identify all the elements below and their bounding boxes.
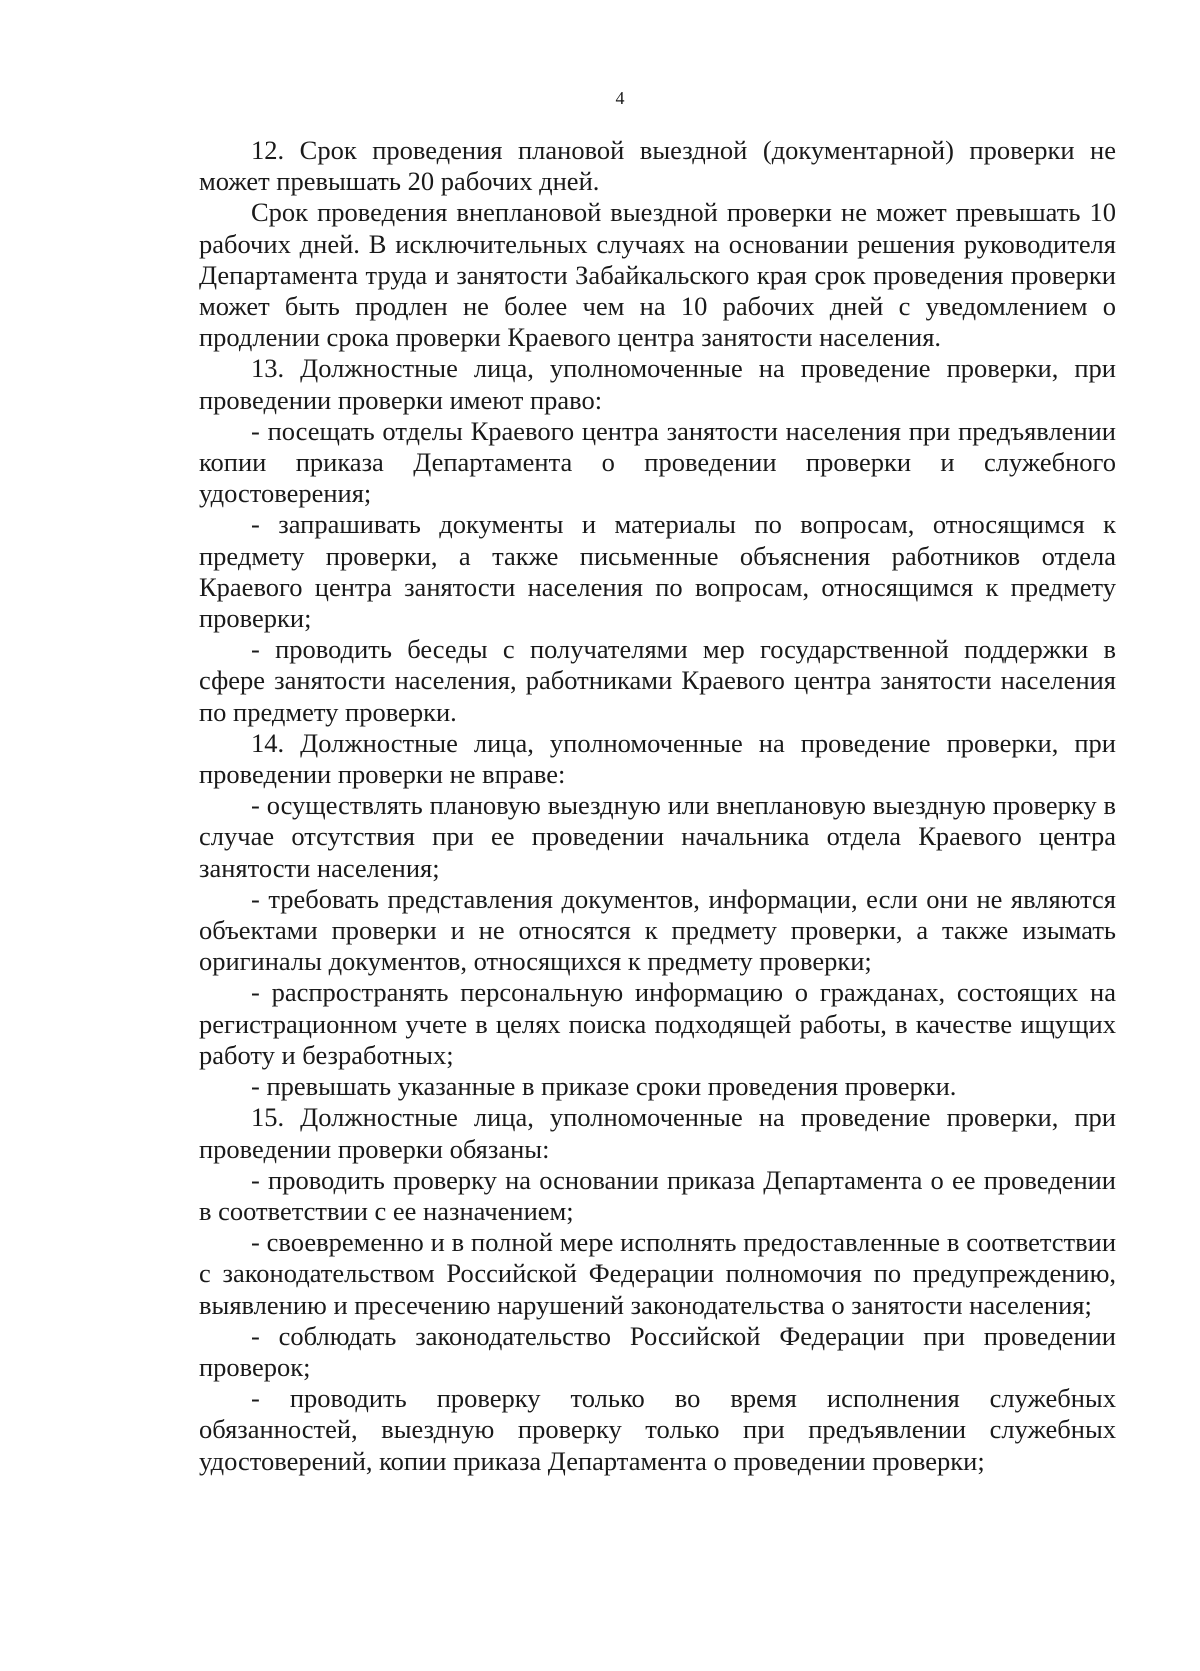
paragraph-term-unplanned-inspection: Срок проведения внеплановой выездной проверки не может превышать 10 рабочих дней. В исключительных случаях на основании решения руководителя Департамента труда и занятости Забайкальского края срок проведения проверки может быть продлен не более чем на 10 рабочих дней с уведомлением о продлении срока проверки Краевого центра занятости населения. (199, 197, 1116, 353)
list-item-demand-documents: - требовать представления документов, информации, если они не являются объектами проверки и не относятся к предмету проверки, а также изымать оригиналы документов, относящихся к предмету проверки; (199, 883, 1116, 977)
list-item-observe-legislation: - соблюдать законодательство Российской Федерации при проведении проверок; (199, 1320, 1116, 1382)
list-item-exceed-terms: - превышать указанные в приказе сроки проведения проверки. (251, 1071, 957, 1102)
list-item-absence-of-head: - осуществлять плановую выездную или внеплановую выездную проверку в случае отсутствия при ее проведении начальника отдела Краевого центра занятости населения; (199, 790, 1116, 883)
list-item-conduct-interviews: - проводить беседы с получателями мер государственной поддержки в сфере занятости населения, работниками Краевого центра занятости населения по предмету проверки. (199, 634, 1116, 727)
list-item-exercise-powers: - своевременно и в полной мере исполнять предоставленные в соответствии с законодательством Российской Федерации полномочия по предупреждению, выявлению и пресечению нарушений законодательства о занятости населения; (199, 1227, 1116, 1320)
paragraph-12-term-planned-inspection: 12. Срок проведения плановой выездной (документарной) проверки не может превышать 20 рабочих дней. (199, 135, 1116, 197)
list-item-visit-departments: - посещать отделы Краевого центра занятости населения при предъявлении копии приказа Департамента о проведении проверки и служебного удостоверения; (199, 415, 1116, 509)
paragraph-15-officials-obliged: 15. Должностные лица, уполномоченные на проведение проверки, при проведении проверки обязаны: (199, 1102, 1116, 1164)
page-number: 4 (615, 88, 625, 108)
list-item-personal-information: - распространять персональную информацию о гражданах, состоящих на регистрационном учете в целях поиска подходящей работы, в качестве ищущих работу и безработных; (199, 977, 1116, 1070)
paragraph-13-officials-rights: 13. Должностные лица, уполномоченные на проведение проверки, при проведении проверки имеют право: (199, 353, 1116, 415)
document-body (199, 135, 1116, 1477)
list-item-request-documents: - запрашивать документы и материалы по вопросам, относящимся к предмету проверки, а также письменные объяснения работников отдела Краевого центра занятости населения по вопросам, относящимся к предмету проверки; (199, 509, 1116, 634)
paragraph-14-officials-not-entitled: 14. Должностные лица, уполномоченные на проведение проверки, при проведении проверки не вправе: (199, 727, 1116, 790)
list-item-conduct-during-duty: - проводить проверку только во время исполнения служебных обязанностей, выездную проверку только при предъявлении служебных удостоверений, копии приказа Департамента о проведении проверки; (199, 1383, 1116, 1476)
list-item-conduct-on-order: - проводить проверку на основании приказа Департамента о ее проведении в соответствии с ее назначением; (199, 1164, 1116, 1226)
